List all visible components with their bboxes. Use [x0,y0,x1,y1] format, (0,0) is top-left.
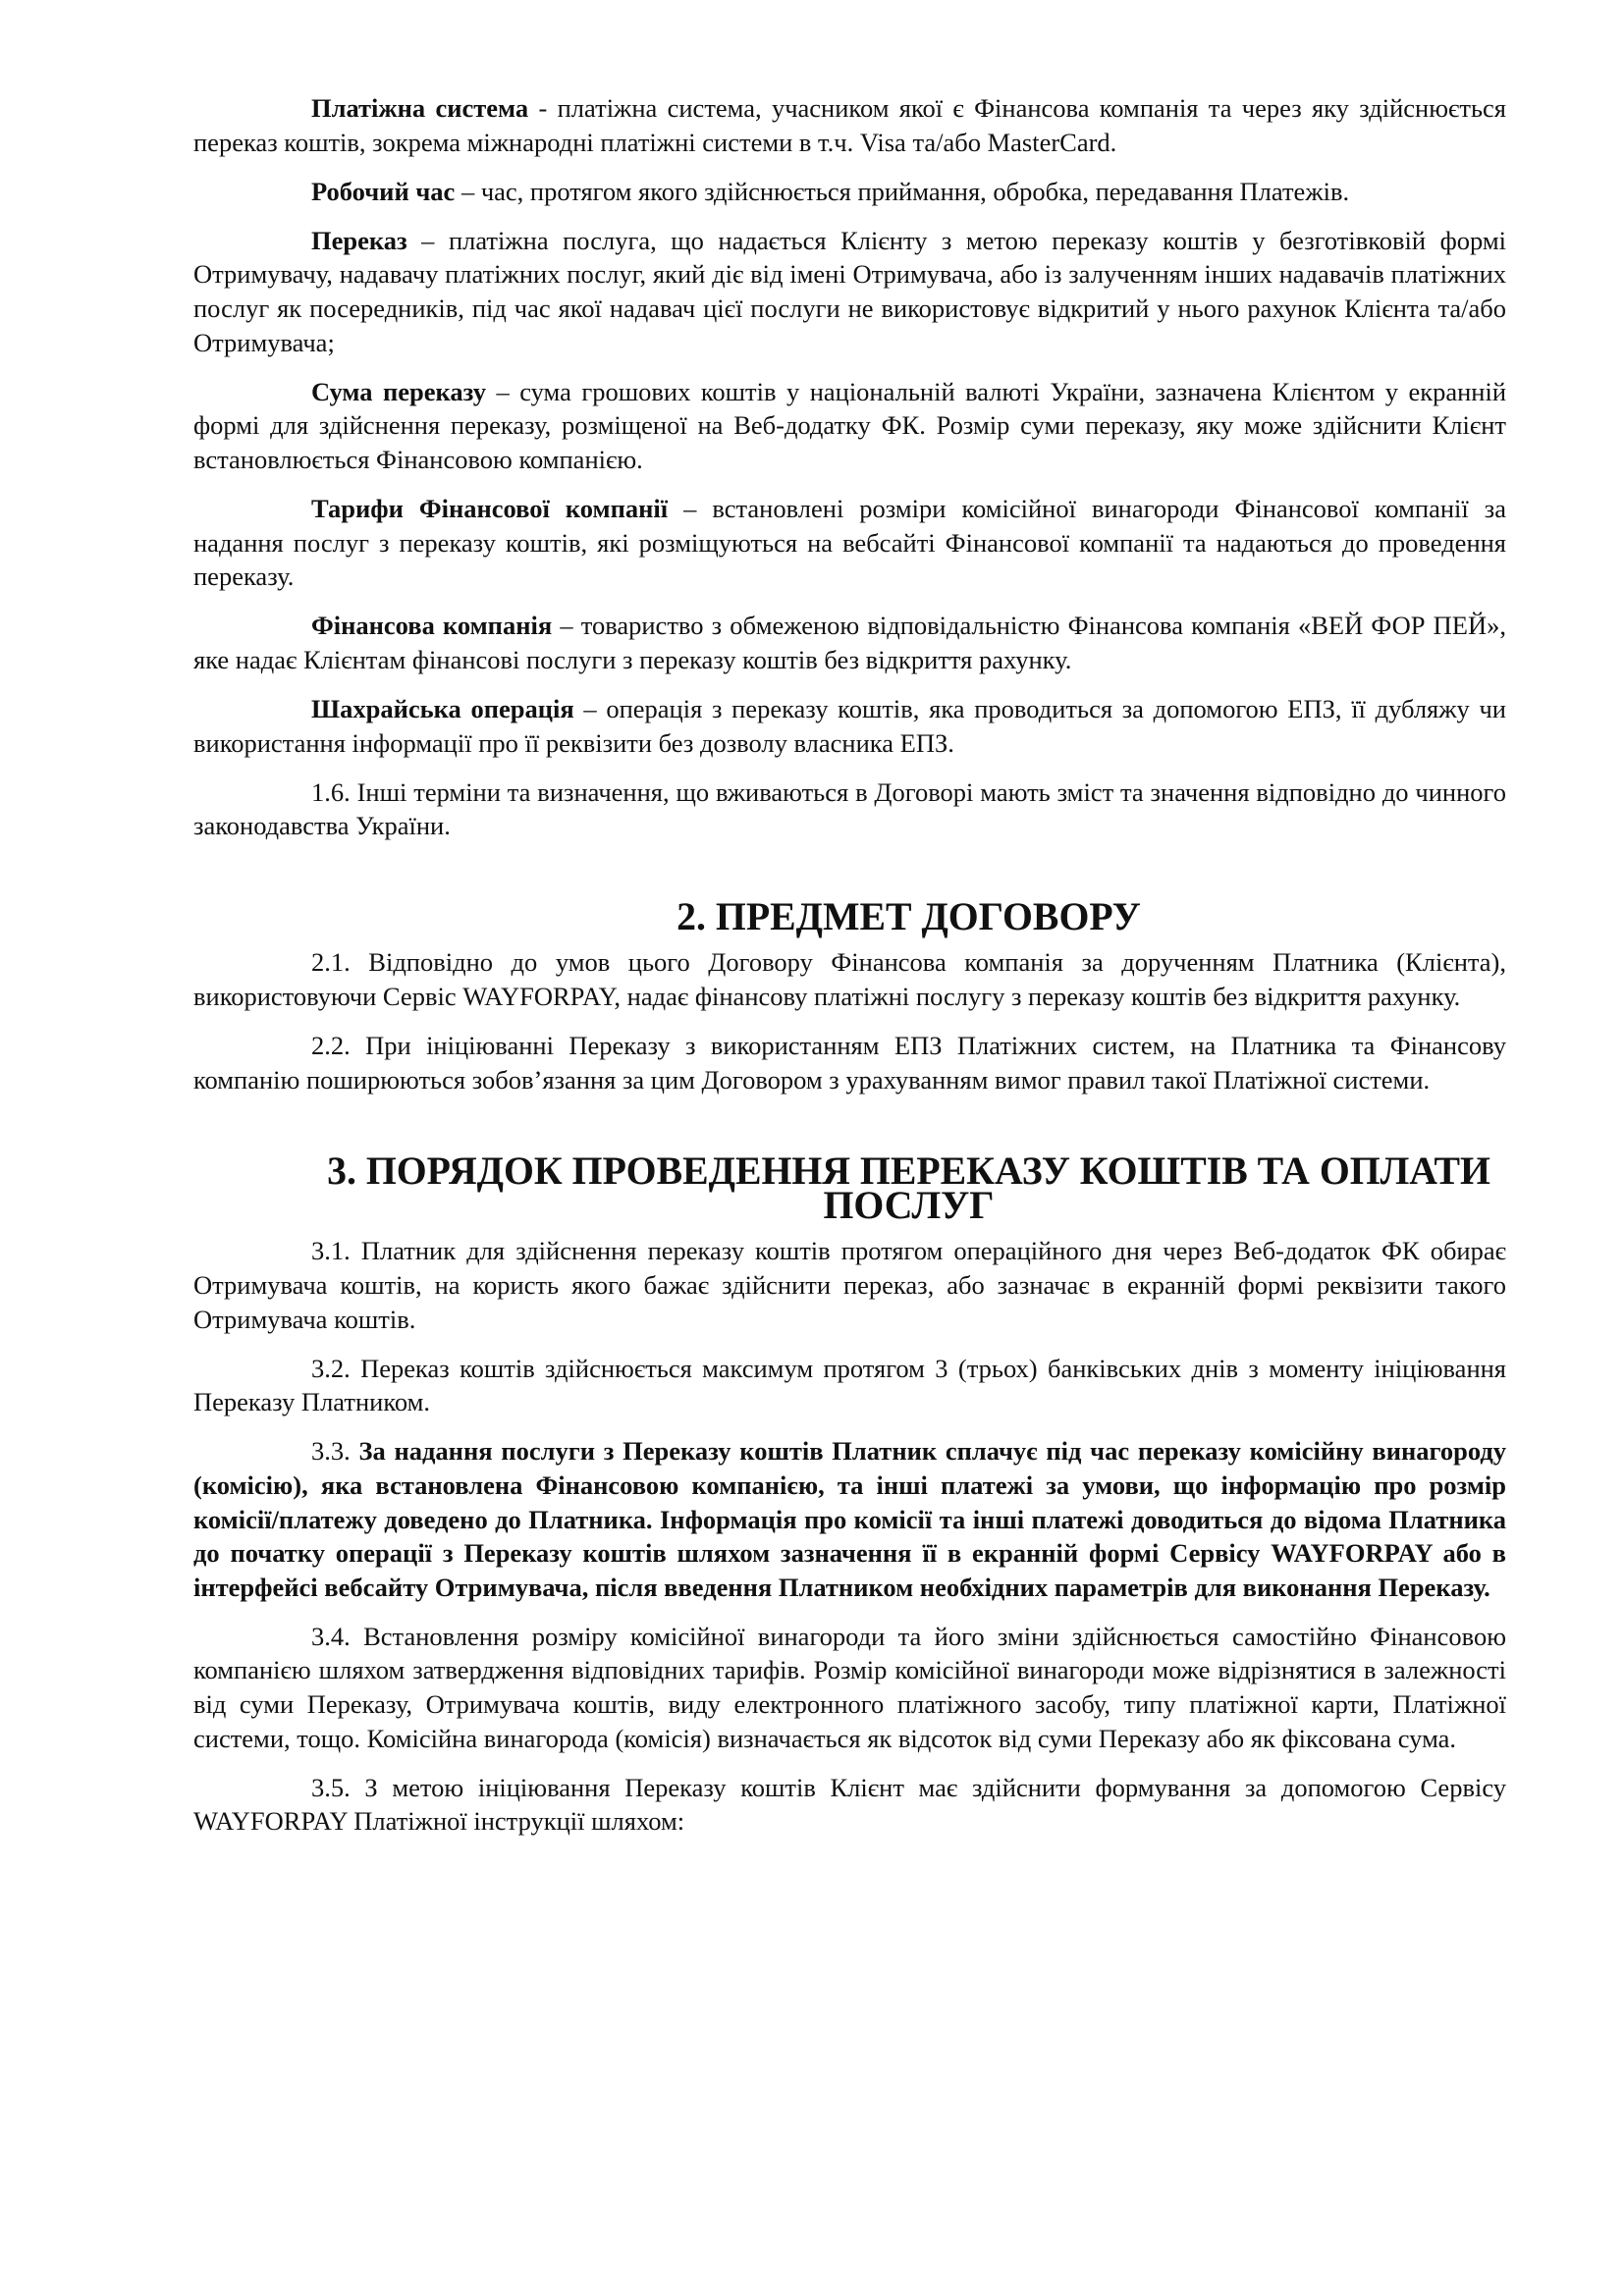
definition-term: Тарифи Фінансової компанії [311,493,669,523]
definition-transfer-amount [193,375,1506,477]
definition-separator: – [406,225,449,255]
definition-payment-system [193,91,1506,159]
definition-financial-company [193,609,1506,676]
definition-fraudulent-operation [193,692,1506,760]
clause-3-3 [193,1434,1506,1604]
definition-text: товариство з обмеженою відповідальністю Фінансова компанія «ВЕЙ ФОР ПЕЙ», яке надає Клієнтам фінансові послуги з переказу коштів без відкриття рахунку. [193,611,1506,674]
definition-separator: – [455,176,481,206]
definition-term: Сума переказу [311,376,486,406]
definition-term: Переказ [311,225,407,255]
clause-3-4: 3.4. Встановлення розміру комісійної винагороди та його зміни здійснюється самостійно Фінансовою компанією шляхом затвердження відповідних тарифів. Розмір комісійної винагороди може відрізнятися в залежності від суми Переказу, Отримувача коштів, виду електронного платіжного засобу, типу платіжної карти, Платіжної системи, тощо. Комісійна винагорода (комісія) визначається як відсоток від суми Переказу або як фіксована сума. [193,1621,1506,1753]
clause-2-1: 2.1. Відповідно до умов цього Договору Фінансова компанія за дорученням Платника (Клієнта), використовуючи Сервіс WAYFORPAY, надає фінансову платіжні послугу з переказу коштів без відкриття рахунку. [193,947,1506,1011]
clause-3-1: 3.1. Платник для здійснення переказу коштів протягом операційного дня через Веб-додаток ФК обирає Отримувача коштів, на користь якого бажає здійснити переказ, або зазначає в екранній формі реквізити такого Отримувача коштів. [193,1236,1506,1334]
clause-3-2: 3.2. Переказ коштів здійснюється максимум протягом 3 (трьох) банківських днів з моменту ініціювання Переказу Платником. [193,1353,1506,1417]
clause-number: 3.3. [311,1436,359,1467]
section-3-heading: 3. ПОРЯДОК ПРОВЕДЕННЯ ПЕРЕКАЗУ КОШТІВ ТА ОПЛАТИ ПОСЛУГ [327,1149,1490,1227]
clause-3-5: 3.5. З метою ініціювання Переказу коштів Клієнт має здійснити формування за допомогою Сервісу WAYFORPAY Платіжної інструкції шляхом: [193,1772,1506,1837]
definition-text: встановлені розміри комісійної винагороди Фінансової компанії за надання послуг з переказу коштів, які розміщуються на вебсайті Фінансової компанії та надаються до проведення переказу. [193,493,1507,592]
definition-separator: – [485,376,520,406]
definition-text: платіжна система, учасником якої є Фінансова компанія та через яку здійснюється переказ коштів, зокрема міжнародні платіжні системи в т.ч. Visa та/або MasterCard. [193,93,1506,157]
clause-1-6: 1.6. Інші терміни та визначення, що вживаються в Договорі мають зміст та значення відповідно до чинного законодавства України. [193,776,1506,841]
definition-separator: - [528,93,558,123]
definition-tariffs [193,492,1506,594]
definition-transfer [193,224,1506,359]
definition-text: сума грошових коштів у національній валюті України, зазначена Клієнтом у екранній формі для здійснення переказу, розміщеної на Веб-додатку ФК. Розмір суми переказу, яку може здійснити Клієнт встановлюється Фінансовою компанією. [193,376,1506,474]
definition-text: операція з переказу коштів, яка проводиться за допомогою ЕПЗ, її дубляжу чи використання інформації про її реквізити без дозволу власника ЕПЗ. [193,693,1506,758]
definition-term: Фінансова компанія [311,611,553,641]
definition-separator: – [573,693,607,723]
definition-working-time [193,175,1506,209]
definition-separator: – [552,611,581,641]
clause-3-3-bold-text: За надання послуги з Переказу коштів Платник сплачує під час переказу комісійну винагороду (комісію), яка встановлена Фінансовою компанією, та інші платежі за умови, що інформацію про розмір комісії/платежу доведено до Платника. Інформація про комісії та інші платежі доводиться до відома Платника до початку операції з Переказу коштів шляхом зазначення її в екранній формі Сервісу WAYFORPAY або в інтерфейсі вебсайту Отримувача, після введення Платником необхідних параметрів для виконання Переказу. [193,1436,1506,1602]
definition-separator: – [668,493,713,523]
section-2-heading: 2. ПРЕДМЕТ ДОГОВОРУ [677,894,1141,938]
definition-text: час, протягом якого здійснюється приймання, обробка, передавання Платежів. [480,176,1350,206]
definition-text: платіжна послуга, що надається Клієнту з метою переказу коштів у безготівковій формі Отримувачу, надавачу платіжних послуг, який діє від імені Отримувача, або із залученням інших надавачів платіжних послуг як посередників, під час якої надавач цієї послуги не використовує відкритий у нього рахунок Клієнта та/або Отримувача; [193,225,1506,357]
clause-2-2: 2.2. При ініціюванні Переказу з використанням ЕПЗ Платіжних систем, на Платника та Фінансову компанію поширюються зобов’язання за цим Договором з урахуванням вимог правил такої Платіжної системи. [193,1031,1506,1095]
definition-term: Платіжна система [311,93,529,123]
definition-term: Шахрайська операція [311,693,574,723]
document-page [193,91,1506,1853]
definition-term: Робочий час [311,176,456,206]
